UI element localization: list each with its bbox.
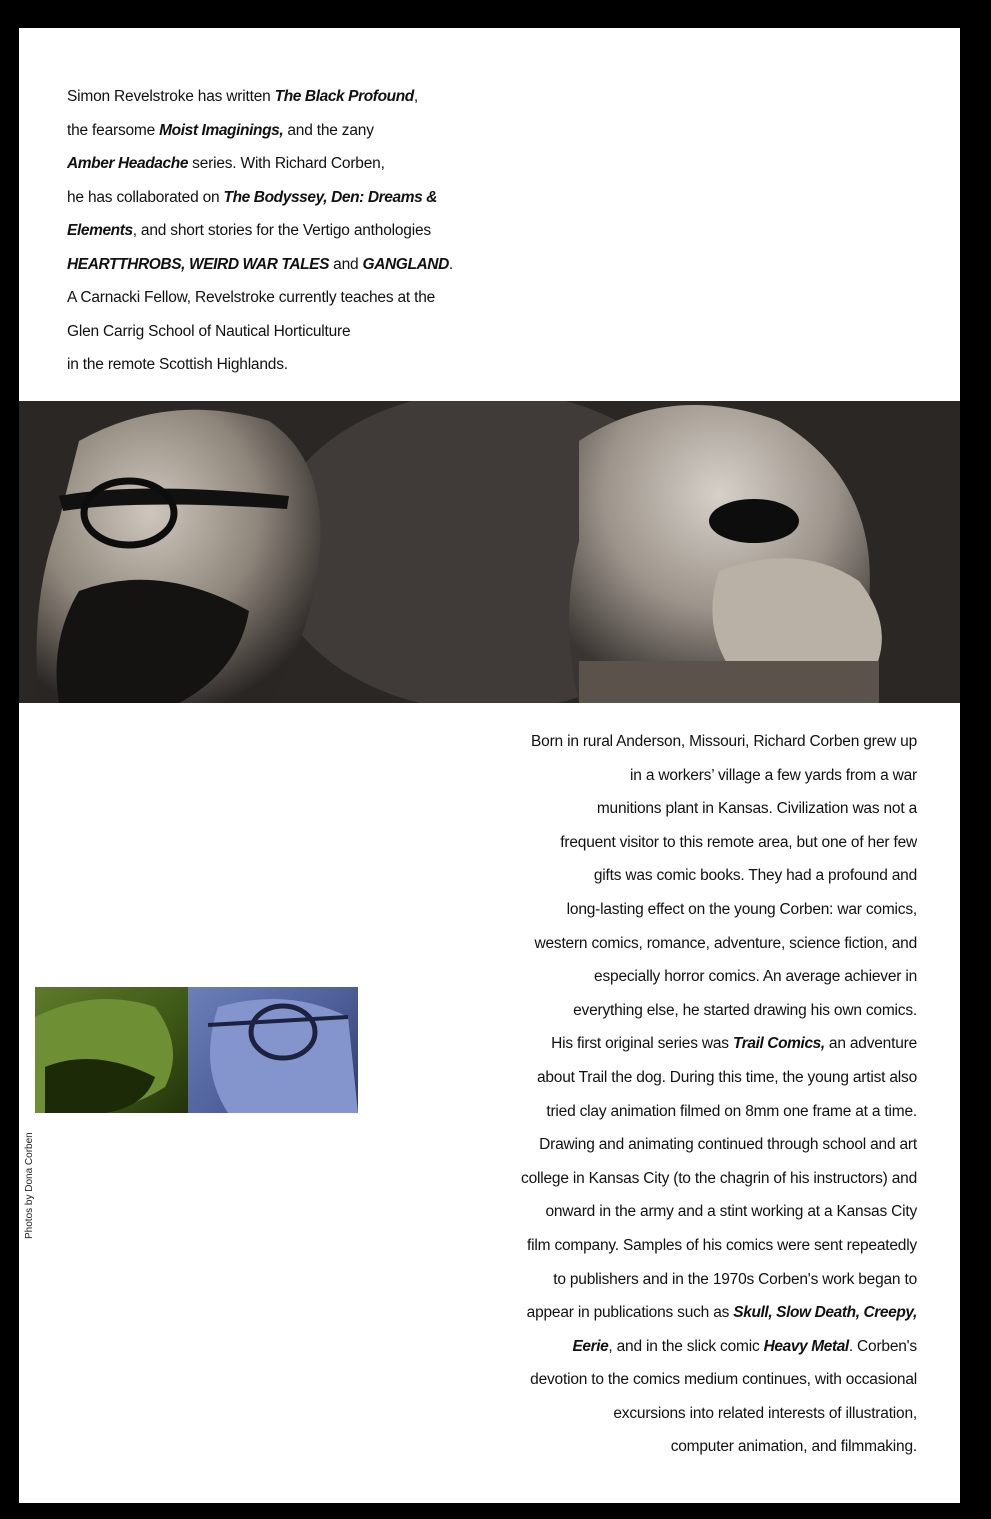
photo-credit-text: Photos by Dona Corben — [24, 1132, 35, 1239]
text-line — [477, 994, 917, 1028]
text-line — [477, 1330, 917, 1364]
text-line — [477, 927, 917, 961]
body-text: tried clay animation filmed on 8mm one frame at a time. — [546, 1102, 917, 1120]
text-line — [477, 960, 917, 994]
text-line — [477, 1296, 917, 1330]
body-text: , and short stories for the Vertigo anthologies — [132, 222, 431, 239]
text-line — [477, 792, 917, 826]
text-line — [477, 1430, 917, 1464]
text-line — [477, 1128, 917, 1162]
text-line — [67, 315, 487, 349]
corben-bio — [477, 725, 917, 1464]
text-line — [477, 893, 917, 927]
text-line — [67, 80, 487, 114]
body-text: Drawing and animating continued through school and art — [539, 1136, 917, 1154]
blue-portrait-illustration — [188, 987, 358, 1113]
body-text: A Carnacki Fellow, Revelstroke currently teaches at the — [67, 289, 436, 306]
title-text: The Bodyssey, Den: Dreams & — [223, 188, 437, 206]
text-line — [477, 1095, 917, 1129]
body-text: appear in publications such as — [526, 1304, 734, 1322]
text-line — [477, 1061, 917, 1095]
body-text: computer animation, and filmmaking. — [670, 1438, 917, 1456]
body-text: long-lasting effect on the young Corben: war comics, — [566, 900, 917, 918]
title-text: Skull, Slow Death, Creepy, — [733, 1304, 917, 1322]
title-text: HEARTTHROBS, WEIRD WAR TALES — [67, 255, 330, 273]
body-text: onward in the army and a stint working at a Kansas City — [545, 1203, 917, 1221]
title-text: Trail Comics, — [732, 1035, 825, 1053]
body-text: everything else, he started drawing his own comics. — [573, 1001, 917, 1019]
body-text: , — [413, 88, 418, 105]
title-text: The Black Profound — [274, 88, 414, 105]
text-line — [67, 214, 487, 248]
text-line — [477, 1363, 917, 1397]
text-line — [477, 1195, 917, 1229]
authors-portrait-illustration — [19, 401, 960, 703]
body-text: devotion to the comics medium continues, with occasional — [530, 1371, 917, 1389]
body-text: , and in the slick comic — [608, 1337, 764, 1355]
text-line — [477, 826, 917, 860]
title-text: Moist Imaginings, — [159, 121, 284, 139]
body-text: Born in rural Anderson, Missouri, Richard Corben grew up — [531, 733, 917, 750]
bottom-text-panel — [19, 703, 960, 1503]
text-line — [477, 1229, 917, 1263]
top-text-panel — [19, 28, 960, 401]
title-text: Heavy Metal — [763, 1337, 849, 1355]
body-text: series. With Richard Corben, — [188, 155, 385, 172]
green-tinted-photo — [35, 987, 204, 1113]
body-text: . — [448, 255, 454, 273]
text-line — [477, 1162, 917, 1196]
text-line — [67, 147, 487, 181]
text-line — [477, 725, 917, 759]
body-text: film company. Samples of his comics were sent repeatedly — [527, 1236, 917, 1254]
text-line — [67, 248, 487, 282]
blue-tinted-photo — [188, 987, 358, 1113]
body-text: and the zany — [283, 121, 374, 139]
body-text: and — [329, 255, 363, 273]
text-line — [477, 1263, 917, 1297]
text-line — [67, 181, 487, 215]
green-portrait-illustration — [35, 987, 204, 1113]
body-text: frequent visitor to this remote area, but one of her few — [560, 833, 917, 851]
body-text: the fearsome — [67, 121, 160, 139]
text-line — [477, 759, 917, 793]
body-text: especially horror comics. An average achiever in — [594, 968, 917, 986]
body-text: gifts was comic books. They had a profound and — [593, 867, 917, 885]
body-text: an adventure — [824, 1035, 917, 1053]
text-line — [67, 114, 487, 148]
body-text: western comics, romance, adventure, science fiction, and — [534, 934, 917, 952]
title-text: GANGLAND — [362, 255, 449, 273]
text-line — [477, 859, 917, 893]
body-text: Simon Revelstroke has written — [67, 88, 275, 105]
body-text: Glen Carrig School of Nautical Horticulture — [67, 322, 351, 340]
title-text: Elements — [67, 222, 133, 239]
body-text: he has collaborated on — [67, 188, 224, 206]
body-text: about Trail the dog. During this time, the young artist also — [536, 1068, 917, 1086]
body-text: . Corben's — [848, 1337, 917, 1355]
body-text: munitions plant in Kansas. Civilization was not a — [596, 800, 917, 818]
body-text: in the remote Scottish Highlands. — [67, 356, 288, 373]
body-text: to publishers and in the 1970s Corben's work began to — [553, 1270, 917, 1288]
body-text: excursions into related interests of illustration, — [613, 1404, 917, 1422]
text-line — [477, 1397, 917, 1431]
text-line — [67, 281, 487, 315]
body-text: college in Kansas City (to the chagrin of his instructors) and — [521, 1169, 917, 1187]
text-line — [477, 1027, 917, 1061]
body-text: in a workers’ village a few yards from a war — [630, 766, 917, 784]
text-line — [67, 348, 487, 382]
revelstroke-bio — [67, 80, 487, 382]
body-text: His first original series was — [551, 1035, 733, 1053]
main-photo — [19, 401, 960, 703]
title-text: Amber Headache — [67, 155, 189, 172]
title-text: Eerie — [572, 1337, 609, 1355]
photo-credit — [24, 1132, 38, 1239]
